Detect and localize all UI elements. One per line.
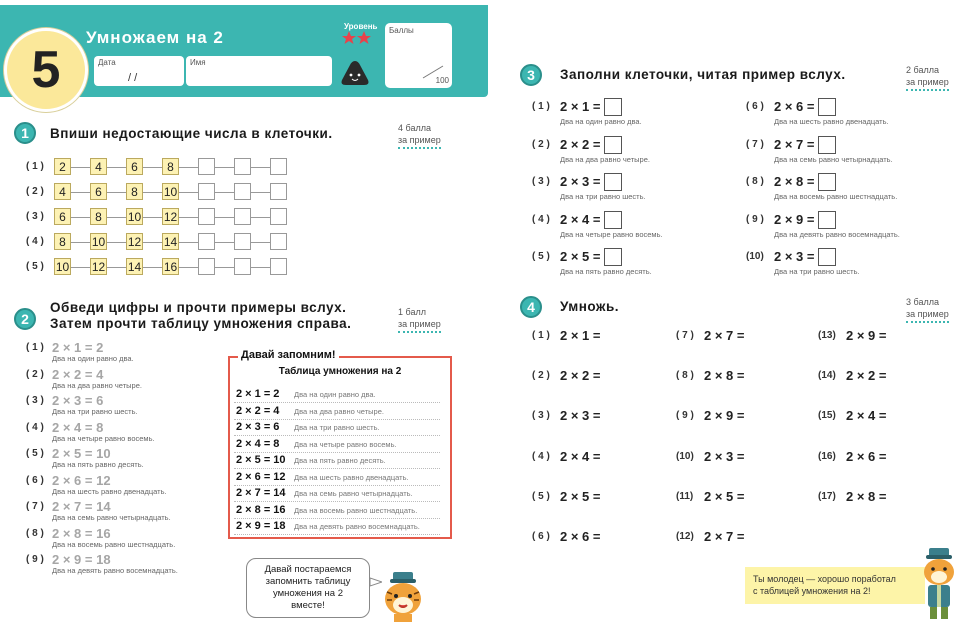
given-number-cell: 6 [90,183,107,200]
cell-connector [179,242,198,243]
section-3-points-line2: за пример [906,76,949,91]
remember-reading: Два на шесть равно двенадцать. [294,472,409,482]
section-1-badge: 1 [14,122,36,144]
given-number-cell: 8 [126,183,143,200]
praise-line-1: Ты молодец — хорошо поработал [753,574,896,584]
level-stars-icon [342,30,372,46]
fill-equation: 2 × 1 = [560,99,601,114]
answer-cell[interactable] [234,208,251,225]
remember-divider [234,534,440,535]
cell-connector [143,242,162,243]
answer-cell[interactable] [270,158,287,175]
multiply-equation[interactable]: 2 × 6 = [846,448,887,464]
cell-connector [143,167,162,168]
remember-equation: 2 × 5 = 10 [236,454,286,466]
equation-reading: Два на шесть равно двенадцать. [52,486,167,496]
level-label: Уровень [344,22,378,31]
equation-reading: Два на шесть равно двенадцать. [774,117,889,126]
multiply-equation[interactable]: 2 × 5 = [704,488,745,504]
section-3-row-label: ( 4 ) [532,213,550,225]
score-max: 100 [435,76,449,85]
answer-cell[interactable] [234,258,251,275]
section-3-row-label: ( 6 ) [746,101,764,112]
cell-connector [251,167,270,168]
cell-connector [71,242,90,243]
section-2-row-label: ( 1 ) [26,342,44,353]
remember-reading: Два на три равно шесть. [294,423,380,432]
multiply-equation[interactable]: 2 × 2 = [846,368,887,384]
cell-connector [179,217,198,218]
section-4-row-label: ( 4 ) [532,450,550,462]
cell-connector [215,217,234,218]
answer-cell[interactable] [198,183,215,200]
section-4-row-label: (11) [676,490,694,502]
given-number-cell: 12 [163,209,178,224]
remember-divider [234,419,440,420]
bubble-line-4: вместе! [291,600,325,611]
cell-connector [179,192,198,193]
equation-reading: Два на семь равно четырнадцать. [774,154,893,164]
answer-box[interactable] [604,173,622,191]
section-1-row-label: ( 5 ) [26,261,44,272]
cell-connector [251,217,270,218]
cell-connector [215,167,234,168]
multiply-equation[interactable]: 2 × 5 = [560,488,601,504]
section-1-points-line2: за пример [398,134,441,149]
cell-connector [107,242,126,243]
fill-equation: 2 × 8 = [774,174,815,189]
fill-equation: 2 × 5 = [560,249,601,264]
fill-equation: 2 × 2 = [560,136,601,152]
section-4-row-label: (17) [818,490,836,502]
multiply-equation[interactable]: 2 × 1 = [560,328,601,343]
section-3-points-line1: 2 балла [906,65,939,75]
trace-equation[interactable]: 2 × 6 = 12 [52,472,111,488]
speech-bubble [246,558,370,618]
name-field[interactable] [186,56,332,86]
equation-reading: Два на девять равно восемнадцать. [52,566,178,575]
trace-equation[interactable]: 2 × 5 = 10 [52,446,111,461]
remember-equation: 2 × 4 = 8 [236,437,280,450]
section-4-points-line1: 3 балла [906,297,939,307]
answer-box[interactable] [818,248,836,266]
given-number-cell: 12 [127,234,142,249]
multiply-equation[interactable]: 2 × 3 = [704,448,745,464]
praise-line-2: с таблицей умножения на 2! [753,586,871,596]
given-number-cell: 6 [126,158,143,175]
answer-box[interactable] [604,248,622,266]
section-1-row-label: ( 3 ) [26,211,44,222]
section-1-row-label: ( 4 ) [26,236,44,247]
tiger-conductor-icon [916,548,962,620]
cell-connector [107,167,126,168]
section-1-points [398,122,441,149]
remember-divider [234,501,440,502]
remember-reading: Два на восемь равно шестнадцать. [294,505,418,515]
section-3-row-label: ( 2 ) [532,138,550,150]
date-label: Дата [98,58,116,67]
section-4-row-label: ( 3 ) [532,410,550,422]
section-3-row-label: ( 3 ) [532,176,550,187]
section-3-row-label: ( 7 ) [746,138,764,150]
score-box[interactable] [385,23,452,88]
answer-cell[interactable] [270,233,287,250]
answer-cell[interactable] [198,158,215,175]
answer-cell[interactable] [198,258,215,275]
section-3-row-label: ( 5 ) [532,251,550,262]
cell-connector [107,217,126,218]
given-number-cell: 14 [127,259,142,274]
fill-equation: 2 × 9 = [774,211,815,227]
equation-reading: Два на два равно четыре. [52,380,142,390]
answer-box[interactable] [604,211,622,229]
section-4-row-label: ( 9 ) [676,410,694,422]
cell-connector [71,217,90,218]
remember-subtitle: Таблица умножения на 2 [278,366,402,377]
answer-box[interactable] [818,98,836,116]
remember-divider [234,485,440,486]
fill-equation: 2 × 7 = [774,136,815,152]
trace-equation[interactable]: 2 × 1 = 2 [52,340,104,355]
remember-equation: 2 × 2 = 4 [236,404,280,417]
section-4-points [906,296,949,323]
cell-connector [71,267,90,268]
cell-connector [251,242,270,243]
section-2-badge: 2 [14,308,36,330]
trace-equation[interactable]: 2 × 3 = 6 [52,393,104,408]
fill-equation: 2 × 4 = [560,211,601,227]
multiply-equation[interactable]: 2 × 4 = [560,448,601,464]
section-4-title: Умножь. [560,299,620,314]
cell-connector [251,267,270,268]
remember-equation: 2 × 9 = 18 [236,520,286,532]
section-4-row-label: ( 6 ) [532,531,550,542]
given-number-cell: 12 [91,259,106,274]
given-number-cell: 4 [90,158,107,175]
answer-cell[interactable] [198,233,215,250]
multiply-equation[interactable]: 2 × 4 = [846,408,887,424]
section-2-row-label: ( 6 ) [26,474,44,486]
answer-cell[interactable] [234,233,251,250]
answer-box[interactable] [818,173,836,191]
name-label: Имя [190,58,206,67]
section-4-row-label: (12) [676,531,694,542]
remember-equation: 2 × 3 = 6 [236,421,280,433]
given-number-cell: 6 [54,208,71,225]
remember-reading: Два на пять равно десять. [294,456,386,465]
trace-equation[interactable]: 2 × 7 = 14 [52,499,111,514]
equation-reading: Два на один равно два. [560,117,642,126]
remember-equation: 2 × 6 = 12 [236,470,286,483]
bubble-line-2: запомнить таблицу [265,576,351,587]
bubble-line-1: Давай постараемся [264,564,352,575]
section-4-row-label: (10) [676,450,694,462]
section-2-row-label: ( 4 ) [26,421,44,433]
section-2-row-label: ( 2 ) [26,368,44,380]
given-number-cell: 10 [55,259,70,274]
section-3-row-label: ( 8 ) [746,176,764,187]
given-number-cell: 10 [91,234,106,249]
cell-connector [71,192,90,193]
remember-reading: Два на девять равно восемнадцать. [294,522,420,531]
answer-box[interactable] [818,136,836,154]
cell-connector [179,267,198,268]
remember-divider [234,518,440,519]
remember-equation: 2 × 1 = 2 [236,388,280,400]
section-1-row-label: ( 2 ) [26,186,44,197]
section-1-points-line1: 4 балла [398,123,431,133]
section-4-row-label: ( 1 ) [532,330,550,341]
equation-reading: Два на три равно шесть. [774,267,860,276]
remember-equation: 2 × 8 = 16 [236,503,286,516]
equation-reading: Два на три равно шесть. [52,407,138,416]
section-3-row-label: (10) [746,251,764,262]
trace-equation[interactable]: 2 × 4 = 8 [52,419,104,435]
section-2-row-label: ( 7 ) [26,501,44,512]
remember-title: Давай запомним! [238,349,339,361]
section-2-row-label: ( 5 ) [26,448,44,459]
remember-divider [234,452,440,453]
cell-connector [143,267,162,268]
answer-box[interactable] [818,211,836,229]
cell-connector [179,167,198,168]
given-number-cell: 4 [54,183,71,200]
section-4-badge: 4 [520,296,542,318]
given-number-cell: 10 [163,184,178,199]
multiply-equation[interactable]: 2 × 6 = [560,529,601,544]
answer-box[interactable] [604,136,622,154]
onigiri-mascot-icon [340,60,370,86]
remember-reading: Два на один равно два. [294,390,376,399]
section-3-points [906,64,949,91]
section-2-points-line2: за пример [398,318,441,333]
cell-connector [107,267,126,268]
page-title: Умножаем на 2 [86,28,224,47]
trace-equation[interactable]: 2 × 9 = 18 [52,552,111,567]
fill-equation: 2 × 3 = [774,249,815,264]
multiply-equation[interactable]: 2 × 8 = [704,368,745,384]
section-3-badge: 3 [520,64,542,86]
cell-connector [143,217,162,218]
date-slashes: / / [128,72,138,84]
equation-reading: Два на восемь равно шестнадцать. [52,539,176,549]
equation-reading: Два на три равно шесть. [560,192,646,201]
remember-reading: Два на семь равно четырнадцать. [294,489,413,498]
section-2-row-label: ( 9 ) [26,554,44,565]
multiply-equation[interactable]: 2 × 8 = [846,488,887,504]
section-4-row-label: ( 5 ) [532,490,550,502]
equation-reading: Два на девять равно восемнадцать. [774,229,900,239]
equation-reading: Два на два равно четыре. [560,154,650,164]
equation-reading: Два на четыре равно восемь. [52,433,155,443]
lesson-number: 5 [31,41,61,99]
given-number-cell: 14 [163,234,178,249]
section-2-points-line1: 1 балл [398,307,426,317]
multiply-equation[interactable]: 2 × 9 = [704,408,745,424]
answer-cell[interactable] [270,208,287,225]
equation-reading: Два на пять равно десять. [560,267,652,276]
cell-connector [71,167,90,168]
equation-reading: Два на один равно два. [52,354,134,363]
answer-box[interactable] [604,98,622,116]
cell-connector [143,192,162,193]
section-4-row-label: (15) [818,410,836,422]
remember-divider [234,468,440,469]
section-2-title-line2: Затем прочти таблицу умножения справа. [50,316,352,331]
multiply-equation[interactable]: 2 × 2 = [560,368,601,384]
section-4-row-label: ( 7 ) [676,330,694,341]
remember-reading: Два на два равно четыре. [294,406,384,416]
given-number-cell: 10 [127,209,142,224]
section-4-row-label: ( 2 ) [532,370,550,382]
answer-cell[interactable] [198,208,215,225]
equation-reading: Два на четыре равно восемь. [560,229,663,239]
section-2-row-label: ( 3 ) [26,395,44,406]
answer-cell[interactable] [270,183,287,200]
section-4-row-label: (13) [818,330,836,341]
equation-reading: Два на восемь равно шестнадцать. [774,192,898,201]
section-2-points [398,306,441,333]
trace-equation[interactable]: 2 × 2 = 4 [52,366,104,382]
multiply-equation[interactable]: 2 × 7 = [704,529,745,544]
remember-equation: 2 × 7 = 14 [236,487,286,499]
section-1-title: Впиши недостающие числа в клеточки. [50,126,333,141]
bubble-line-3: умножения на 2 [272,588,344,599]
fill-equation: 2 × 6 = [774,99,815,114]
multiply-equation[interactable]: 2 × 9 = [846,328,887,343]
score-label: Баллы [389,26,414,35]
cell-connector [215,192,234,193]
given-number-cell: 2 [54,158,71,175]
tiger-mascot-icon [380,572,426,622]
lesson-number-badge [4,28,88,112]
remember-reading: Два на четыре равно восемь. [294,439,397,449]
given-number-cell: 8 [54,233,71,250]
section-3-title: Заполни клеточки, читая пример вслух. [560,67,846,82]
cell-connector [107,192,126,193]
answer-cell[interactable] [234,158,251,175]
section-3-row-label: ( 1 ) [532,101,550,112]
equation-reading: Два на пять равно десять. [52,460,144,469]
section-2-row-label: ( 8 ) [26,527,44,539]
section-3-row-label: ( 9 ) [746,213,764,225]
trace-equation[interactable]: 2 × 8 = 16 [52,525,111,541]
answer-cell[interactable] [270,258,287,275]
section-2-title-line1: Обведи цифры и прочти примеры вслух. [50,300,347,315]
remember-divider [234,435,440,436]
given-number-cell: 16 [163,259,178,274]
multiply-equation[interactable]: 2 × 3 = [560,408,601,424]
remember-divider [234,402,440,403]
section-4-row-label: ( 8 ) [676,370,694,382]
cell-connector [215,242,234,243]
given-number-cell: 8 [90,208,107,225]
answer-cell[interactable] [234,183,251,200]
section-1-row-label: ( 1 ) [26,161,44,172]
section-4-row-label: (16) [818,450,836,462]
equation-reading: Два на семь равно четырнадцать. [52,513,171,522]
given-number-cell: 8 [162,158,179,175]
multiply-equation[interactable]: 2 × 7 = [704,328,745,343]
cell-connector [251,192,270,193]
fill-equation: 2 × 3 = [560,174,601,189]
section-4-row-label: (14) [818,370,836,382]
section-4-points-line2: за пример [906,308,949,323]
praise-note [745,567,925,604]
cell-connector [215,267,234,268]
